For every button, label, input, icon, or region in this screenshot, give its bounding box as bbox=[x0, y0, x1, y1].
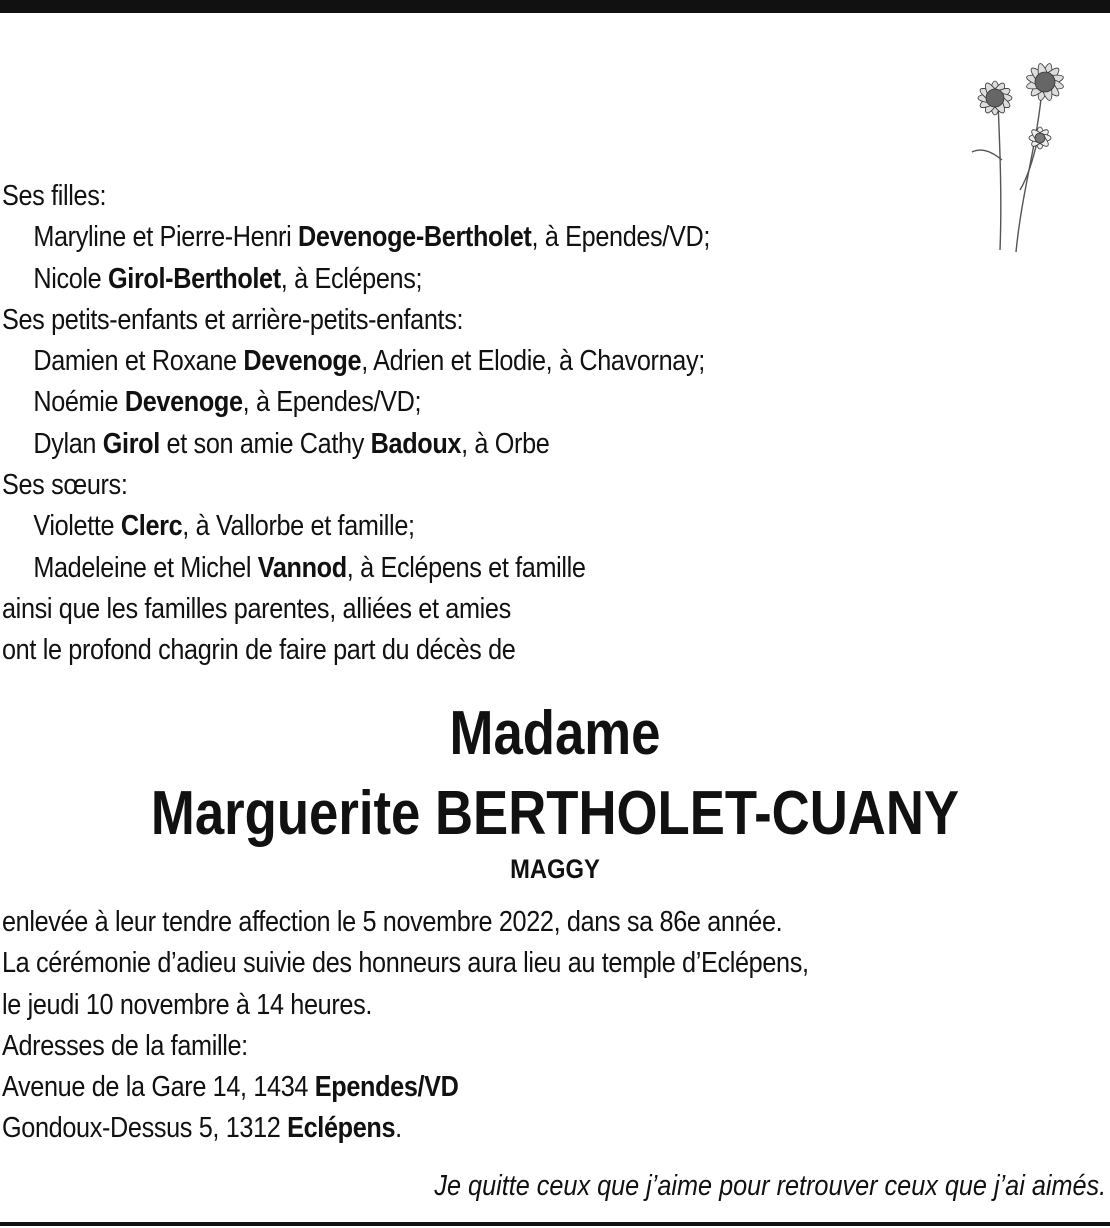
text-span: , Adrien et Elodie, à Chavornay; bbox=[361, 345, 705, 378]
text-span: ainsi que les familles parentes, alliées et amies bbox=[2, 592, 511, 625]
text-span: La cérémonie d’adieu suivie des honneurs aura lieu au temple d’Eclépens, bbox=[2, 947, 809, 980]
text-line bbox=[2, 985, 963, 1026]
nickname: MAGGY bbox=[510, 854, 600, 884]
top-rule bbox=[0, 0, 1110, 13]
ceremony-details bbox=[2, 902, 1107, 1150]
bold-name: Ependes/VD bbox=[314, 1071, 459, 1104]
text-line bbox=[2, 176, 963, 217]
text-span: Maryline et Pierre-Henri bbox=[33, 221, 299, 254]
text-line bbox=[2, 341, 963, 382]
text-span: , à Eclépens; bbox=[280, 262, 423, 295]
text-line bbox=[2, 465, 963, 506]
text-line bbox=[2, 1067, 963, 1108]
text-span: le jeudi 10 novembre à 14 heures. bbox=[2, 988, 373, 1021]
bold-name: Clerc bbox=[120, 510, 183, 543]
text-line bbox=[2, 1108, 963, 1149]
text-span: Nicole bbox=[33, 262, 109, 295]
text-span: , à Ependes/VD; bbox=[531, 221, 711, 254]
text-line bbox=[2, 943, 963, 984]
text-line bbox=[2, 548, 963, 589]
text-line bbox=[2, 630, 963, 671]
deceased-name: Marguerite BERTHOLET-CUANY bbox=[150, 779, 960, 848]
bold-name: Girol bbox=[102, 427, 160, 460]
text-span: . bbox=[395, 1112, 402, 1145]
text-line bbox=[2, 300, 963, 341]
bold-name: Badoux bbox=[370, 427, 462, 460]
text-line bbox=[2, 217, 963, 258]
bold-name: Devenoge-Bertholet bbox=[298, 221, 532, 254]
bold-name: Devenoge bbox=[124, 386, 243, 419]
text-line bbox=[2, 506, 963, 547]
text-span: enlevée à leur tendre affection le 5 novembre 2022, dans sa 86e année. bbox=[2, 906, 783, 938]
bold-name: Girol-Bertholet bbox=[108, 262, 281, 295]
text-span: et son amie Cathy bbox=[159, 427, 371, 460]
text-span: , à Vallorbe et famille; bbox=[182, 510, 415, 543]
bold-name: Vannod bbox=[257, 551, 347, 584]
text-span: Ses filles: bbox=[2, 180, 107, 212]
bold-name: Devenoge bbox=[243, 345, 362, 378]
text-span: Damien et Roxane bbox=[33, 345, 244, 378]
text-line bbox=[2, 902, 963, 943]
text-span: Madeleine et Michel bbox=[33, 551, 258, 584]
text-span: ont le profond chagrin de faire part du décès de bbox=[2, 634, 516, 667]
text-span: Ses sœurs: bbox=[2, 469, 128, 502]
text-span: , à Eclépens et famille bbox=[346, 551, 586, 584]
text-span: Dylan bbox=[33, 427, 103, 460]
text-line bbox=[2, 1026, 963, 1067]
text-span: Avenue de la Gare 14, 1434 bbox=[2, 1071, 315, 1104]
text-span: Gondoux-Dessus 5, 1312 bbox=[2, 1112, 288, 1145]
text-line bbox=[2, 259, 963, 300]
text-span: Adresses de la famille: bbox=[2, 1029, 248, 1062]
text-span: Ses petits-enfants et arrière-petits-enfants: bbox=[2, 303, 464, 336]
closing-quote: Je quitte ceux que j’aime pour retrouver ceux que j’ai aimés. bbox=[434, 1170, 1106, 1202]
bottom-rule bbox=[0, 1222, 1110, 1226]
text-line bbox=[2, 424, 963, 465]
bold-name: Eclépens bbox=[287, 1112, 396, 1145]
text-line bbox=[2, 589, 963, 630]
family-list bbox=[2, 176, 1107, 672]
text-span: Noémie bbox=[33, 386, 125, 419]
text-span: , à Orbe bbox=[461, 427, 550, 460]
text-span: , à Ependes/VD; bbox=[242, 386, 422, 419]
honorific: Madame bbox=[449, 699, 661, 768]
text-span: Violette bbox=[33, 510, 121, 543]
text-line bbox=[2, 382, 963, 423]
